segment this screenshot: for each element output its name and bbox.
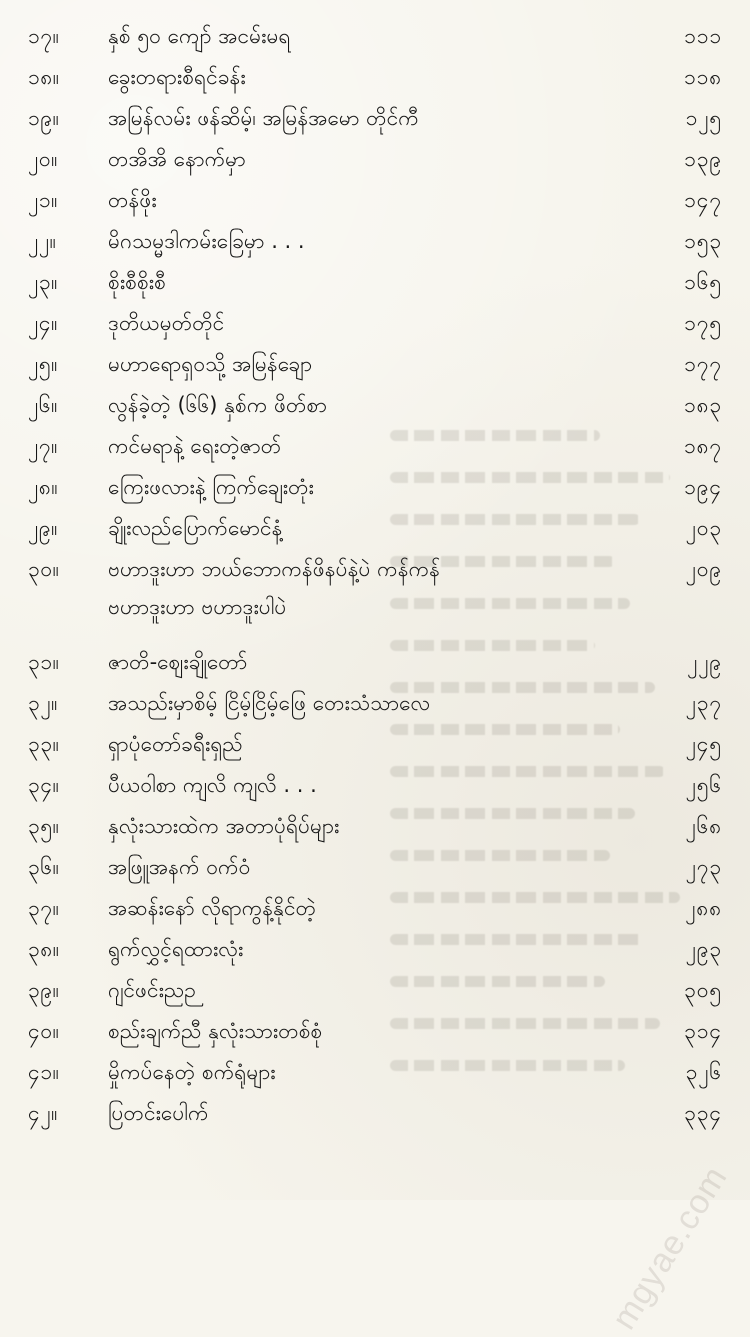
entry-number: ၄၂။	[28, 1100, 58, 1125]
toc-entry	[28, 644, 722, 684]
entry-number: ၂၄။	[28, 310, 58, 335]
entry-number: ၁၉။	[28, 105, 60, 130]
entry-page: ၂၈၈	[685, 895, 722, 920]
entry-number: ၄၀။	[28, 1018, 60, 1043]
entry-title: မိဂသမ္မဒါကမ်းခြေမှာ . . .	[108, 228, 305, 253]
entry-title: မဟာရောရှဝသို့ အမြန်ချော	[108, 351, 313, 376]
toc-entry	[28, 551, 722, 591]
entry-page: ၂၀၃	[685, 515, 722, 540]
entry-number: ၃၃။	[28, 731, 60, 756]
entry-page: ၂၉၃	[685, 936, 722, 961]
entry-number: ၂၂။	[28, 228, 57, 253]
entry-page: ၂၇၃	[685, 854, 722, 879]
toc-entry	[28, 1013, 722, 1053]
entry-title: နှစ် ၅၀ ကျော် အငမ်းမရ	[108, 23, 291, 48]
entry-title: ချိုးလည်ပြောက်မောင်နံ့	[108, 515, 283, 540]
toc-entry	[28, 510, 722, 550]
entry-number: ၁၈။	[28, 64, 60, 89]
toc-entry	[28, 849, 722, 889]
entry-page: ၃၃၄	[684, 1100, 722, 1125]
entry-number: ၂၁။	[28, 187, 58, 212]
entry-page: ၁၅၃	[684, 228, 722, 253]
toc-entry	[28, 726, 722, 766]
entry-page: ၁၈၃	[683, 392, 722, 417]
entry-page: ၁၂၅	[685, 105, 722, 130]
entry-page: ၁၄၇	[684, 187, 722, 212]
entry-page: ၁၇၇	[684, 351, 722, 376]
toc-entry	[28, 346, 722, 386]
entry-number: ၂၆။	[28, 392, 58, 417]
entry-title: ရှာပုံတော်ခရီးရှည်	[108, 731, 243, 756]
toc-entry	[28, 890, 722, 930]
toc-entry	[28, 685, 722, 725]
entry-title: ကြေးဖလားနဲ့ ကြက်ချေးတုံး	[108, 474, 314, 499]
entry-page: ၂၄၅	[685, 731, 722, 756]
entry-number: ၂၀။	[28, 146, 58, 171]
entry-title: တန်ဖိုး	[108, 187, 157, 212]
toc-entry	[28, 18, 722, 58]
entry-page: ၂၀၉	[685, 556, 722, 581]
entry-page: ၂၂၉	[687, 649, 722, 674]
entry-page: ၃၀၅	[684, 977, 722, 1002]
toc-entry	[28, 767, 722, 807]
toc-entry	[28, 1095, 722, 1135]
toc-entry	[28, 931, 722, 971]
toc-entry	[28, 1054, 722, 1094]
toc-entry	[28, 972, 722, 1012]
entry-title: အဆန်းနော် လိုရာကွန့်နိုင်တဲ့	[108, 895, 317, 920]
entry-page: ၂၆၈	[685, 813, 722, 838]
entry-page: ၁၃၉	[684, 146, 722, 171]
entry-number: ၂၇။	[28, 433, 58, 458]
entry-number: ၂၅။	[28, 351, 58, 376]
toc-entry	[28, 223, 722, 263]
toc-entry	[28, 264, 722, 304]
entry-number: ၃၆။	[28, 854, 60, 879]
entry-title: ဒုတိယမှတ်တိုင်	[108, 310, 225, 335]
entry-title: လွန်ခဲ့တဲ့ (၆၆) နှစ်က ဖိတ်စာ	[108, 392, 327, 417]
toc-entry	[28, 305, 722, 345]
entry-number: ၃၈။	[28, 936, 60, 961]
toc-entry	[28, 141, 722, 181]
entry-title: မှိုကပ်နေတဲ့ စက်ရုံများ	[108, 1059, 276, 1084]
entry-page: ၁၇၅	[684, 310, 722, 335]
entry-page: ၃၁၄	[684, 1018, 722, 1043]
entry-number: ၄၁။	[28, 1059, 60, 1084]
entry-title: တအိအိ နောက်မှာ	[108, 146, 246, 171]
entry-number: ၂၈။	[28, 474, 59, 499]
entry-page: ၃၂၆	[685, 1059, 722, 1084]
entry-title: စည်းချက်ညီ နှလုံးသားတစ်စုံ	[108, 1018, 323, 1043]
toc-entry	[28, 182, 722, 222]
toc-entry	[28, 100, 722, 140]
entry-page: ၁၁၈	[683, 64, 722, 89]
entry-number: ၁၇။	[28, 23, 60, 48]
toc-entry	[28, 59, 722, 99]
entry-title: ဂျင်ဖင်းညဉ	[108, 977, 196, 1002]
entry-title: ပီယဝါစာ ကျလိ ကျလိ . . .	[108, 772, 317, 797]
entry-page: ၁၁၁	[684, 23, 722, 48]
entry-number: ၃၇။	[28, 895, 60, 920]
toc-entry	[28, 808, 722, 848]
entry-title: ပြတင်းပေါက်	[108, 1100, 209, 1125]
entry-title: ဗဟာဒူးဟာ ဘယ်ဘောကန်ဖိနပ်နဲ့ပဲ ကန်ကန်	[108, 556, 440, 581]
entry-number: ၃၉။	[28, 977, 60, 1002]
entry-number: ၂၉။	[28, 515, 58, 540]
toc-entry	[28, 387, 722, 427]
entry-page: ၁၉၄	[684, 474, 722, 499]
entry-title: ခွေးတရားစီရင်ခန်း	[108, 64, 246, 89]
entry-title: အသည်းမှာစိမ့် ငြိမ့်ငြိမ့်ဖြေ တေးသံသာလေ	[108, 690, 431, 715]
toc-entry	[28, 428, 722, 468]
entry-number: ၂၃။	[28, 269, 58, 294]
entry-number: ၃၂။	[28, 690, 58, 715]
entry-page: ၁၆၅	[684, 269, 722, 294]
entry-page: ၁၈၇	[683, 433, 722, 458]
entry-title: အဖြူအနက် ဝက်ဝံ	[108, 854, 251, 879]
entry-title: ကင်မရာနဲ့ ရေးတဲ့ဇာတ်	[108, 433, 282, 458]
entry-page: ၂၃၇	[685, 690, 722, 715]
entry-number: ၃၄။	[28, 772, 60, 797]
entry-title-continuation: ဗဟာဒူးဟာ ဗဟာဒူးပါပဲ	[108, 594, 287, 619]
table-of-contents	[28, 18, 722, 1188]
entry-number: ၃၁။	[28, 649, 60, 674]
toc-entry	[28, 469, 722, 509]
entry-title: ရွက်လွှင့်ရထားလုံး	[108, 936, 244, 961]
entry-title: နှလုံးသားထဲက အတာပုံရိပ်များ	[108, 813, 340, 838]
watermark: mgyae.com	[605, 1159, 736, 1337]
entry-title: အမြန်လမ်း ဖန်ဆိမ့်၊ အမြန်အမော တိုင်ကီ	[108, 105, 419, 130]
entry-title: စိုးစီစိုးစီ	[108, 269, 166, 294]
entry-title: ဇာတိ-ဈေးချိုတော်	[108, 649, 248, 674]
entry-page: ၂၅၆	[685, 772, 722, 797]
entry-number: ၃၀။	[28, 556, 60, 581]
entry-number: ၃၅။	[28, 813, 60, 838]
